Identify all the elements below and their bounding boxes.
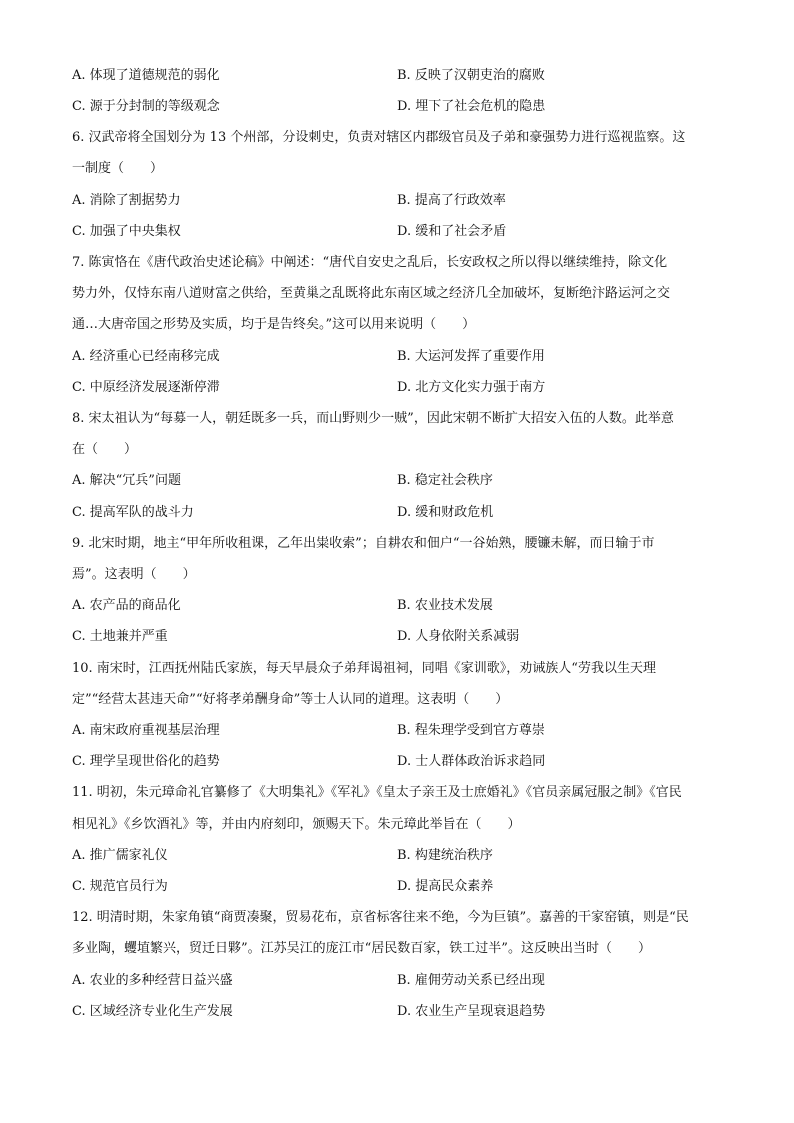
q10-option-c: C. 理学呈现世俗化的趋势 (72, 754, 220, 769)
q9-option-a: A. 农产品的商品化 (72, 598, 181, 613)
q9-option-d: D. 人身依附关系减弱 (397, 629, 520, 644)
q8-option-c: C. 提高军队的战斗力 (72, 505, 194, 520)
q8-option-d: D. 缓和财政危机 (397, 505, 494, 520)
q10-option-a: A. 南宋政府重视基层治理 (72, 723, 220, 738)
q7-option-a: A. 经济重心已经南移完成 (72, 349, 220, 364)
q9-option-c: C. 土地兼并严重 (72, 629, 168, 644)
q10-stem-line1: 10. 南宋时，江西抚州陆氏家族，每天早晨众子弟拜谒祖祠，同唱《家训歌》，劝诫族人“劳我以生天理 (72, 661, 656, 676)
q5-option-d: D. 埋下了社会危机的隐患 (397, 99, 546, 114)
q9-stem-line1: 9. 北宋时期，地主“甲年所收租课，乙年出粜收索”；自耕农和佃户“一谷始熟，腰镰未解，而日输于市 (72, 536, 655, 551)
q5-option-c: C. 源于分封制的等级观念 (72, 99, 220, 114)
q8-stem-line2: 在（ ） (72, 442, 138, 457)
q12-option-b: B. 雇佣劳动关系已经出现 (397, 973, 545, 988)
q12-option-a: A. 农业的多种经营日益兴盛 (72, 973, 233, 988)
q12-stem-line2: 多业陶，蠼埴繁兴，贸迁日夥”。江苏吴江的庞江市“居民数百家，铁工过半”。这反映出当时（ ） (72, 941, 651, 956)
q5-option-a: A. 体现了道德规范的弱化 (72, 68, 220, 83)
q11-option-c: C. 规范官员行为 (72, 879, 168, 894)
q9-stem-line2: 焉”。这表明（ ） (72, 567, 196, 582)
q8-option-a: A. 解决“冗兵”问题 (72, 473, 181, 488)
q7-stem-line2: 势力外，仅恃东南八道财富之供给，至黄巢之乱既将此东南区域之经济几全加破坏，复断绝汴路运河之交 (72, 286, 671, 301)
q10-option-b: B. 程朱理学受到官方尊崇 (397, 723, 545, 738)
q7-stem-line3: 通…大唐帝国之形势及实质，均于是告终矣。”这可以用来说明（ ） (72, 317, 476, 332)
q11-option-b: B. 构建统治秩序 (397, 848, 493, 863)
q6-option-d: D. 缓和了社会矛盾 (397, 224, 507, 239)
q8-stem-line1: 8. 宋太祖认为“每募一人，朝廷既多一兵，而山野则少一贼”，因此宋朝不断扩大招安入伍的人数。此举意 (72, 411, 674, 426)
q9-option-b: B. 农业技术发展 (397, 598, 493, 613)
q7-stem-line1: 7. 陈寅恪在《唐代政治史述论稿》中阐述：“唐代自安史之乱后，长安政权之所以得以继续维持，除文化 (72, 255, 668, 270)
q7-option-b: B. 大运河发挥了重要作用 (397, 349, 545, 364)
q6-option-b: B. 提高了行政效率 (397, 193, 506, 208)
q6-stem-line2: 一制度（ ） (72, 161, 164, 176)
q8-option-b: B. 稳定社会秩序 (397, 473, 493, 488)
q11-option-a: A. 推广儒家礼仪 (72, 848, 168, 863)
q11-stem-line2: 相见礼》《乡饮酒礼》等，并由内府刻印，颁赐天下。朱元璋此举旨在（ ） (72, 817, 521, 832)
q6-option-a: A. 消除了割据势力 (72, 193, 181, 208)
q7-option-c: C. 中原经济发展逐渐停滞 (72, 380, 220, 395)
q12-option-c: C. 区域经济专业化生产发展 (72, 1004, 233, 1019)
q10-stem-line2: 定”“经营太甚违天命”“好将孝弟酬身命”等士人认同的道理。这表明（ ） (72, 692, 509, 707)
q11-stem-line1: 11. 明初，朱元璋命礼官纂修了《大明集礼》《军礼》《皇太子亲王及士庶婚礼》《官员亲属冠服之制》《官民 (72, 785, 682, 800)
q11-option-d: D. 提高民众素养 (397, 879, 494, 894)
q5-option-b: B. 反映了汉朝吏治的腐败 (397, 68, 545, 83)
q7-option-d: D. 北方文化实力强于南方 (397, 380, 546, 395)
q12-stem-line1: 12. 明清时期，朱家角镇“商贾凑聚，贸易花布，京省标客往来不绝，今为巨镇”。嘉善的干家窑镇，则是“民 (72, 910, 689, 925)
q6-option-c: C. 加强了中央集权 (72, 224, 181, 239)
q6-stem-line1: 6. 汉武帝将全国划分为 13 个州部，分设刺史，负责对辖区内郡级官员及子弟和豪强势力进行巡视监察。这 (72, 130, 686, 145)
q10-option-d: D. 士人群体政治诉求趋同 (397, 754, 546, 769)
q12-option-d: D. 农业生产呈现衰退趋势 (397, 1004, 546, 1019)
